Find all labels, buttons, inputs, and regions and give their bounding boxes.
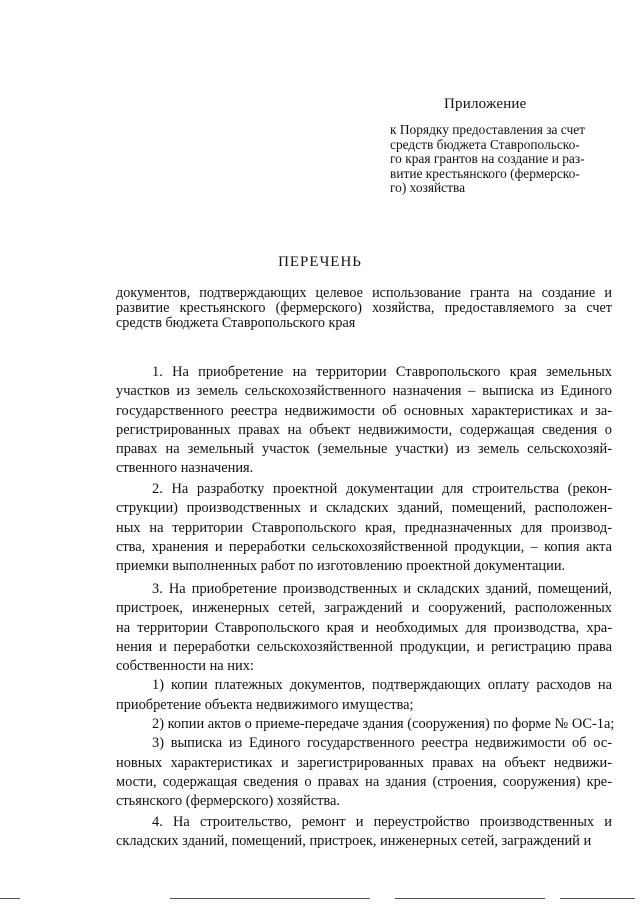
footer-rule xyxy=(560,898,635,899)
subtitle-line: развитие крестьянского (фермерского) хозяйства, предоставляемого за счет xyxy=(116,300,612,316)
paragraph-line: 3. На приобретение производственных и складских зданий, помещений, xyxy=(152,581,612,597)
subitem-line: 2) копии актов о приеме-передаче здания (сооружения) по форме № ОС-1а; xyxy=(152,716,615,733)
document-heading: ПЕРЕЧЕНЬ xyxy=(278,254,362,270)
subitem-line: стьянского (фермерского) хозяйства. xyxy=(116,793,340,810)
paragraph-line: участков из земель сельскохозяйственного назначения – выписка из Единого xyxy=(116,383,612,400)
list-item-2 xyxy=(116,480,612,576)
appendix-line: средств бюджета Ставропольско- xyxy=(390,136,580,152)
paragraph-line: складских зданий, помещений, пристроек, инженерных сетей, заграждений и xyxy=(116,833,592,850)
paragraph-line: регистрированных правах на объект недвижимости, содержащая сведения о xyxy=(116,421,612,438)
paragraph-line: собственности на них: xyxy=(116,658,254,675)
paragraph-line: 4. На строительство, ремонт и переустройство производственных и xyxy=(152,814,612,830)
paragraph-line: пристроек, инженерных сетей, заграждений и сооружений, расположенных xyxy=(116,600,612,617)
paragraph-line: 1. На приобретение на территории Ставропольского края земельных xyxy=(152,364,612,380)
paragraph-line: струкции) производственных и складских зданий, помещений, расположен- xyxy=(116,500,612,517)
paragraph-line: ства, хранения и переработки сельскохозяйственной продукции, – копия акта xyxy=(116,538,612,555)
subtitle-line: средств бюджета Ставропольского края xyxy=(116,315,356,331)
appendix-line: витие крестьянского (фермерско- xyxy=(390,165,580,181)
paragraph-line: ных на территории Ставропольского края, предназначенных для производ- xyxy=(116,519,612,536)
footer-rule xyxy=(170,898,370,899)
footer-rule xyxy=(395,898,545,899)
subitem-line: 3) выписка из Единого государственного реестра недвижимости об ос- xyxy=(152,735,612,752)
appendix-line: го) хозяйства xyxy=(390,180,466,195)
list-item-4 xyxy=(116,813,612,852)
paragraph-line: 2. На разработку проектной документации для строительства (рекон- xyxy=(152,481,612,497)
paragraph-line: государственного реестра недвижимости об основных характеристиках и за- xyxy=(116,402,612,419)
appendix-line: к Порядку предоставления за счет xyxy=(390,122,586,137)
subitem-line: 1) копии платежных документов, подтверждающих оплату расходов на xyxy=(152,677,612,694)
paragraph-line: на территории Ставропольского края и необходимых для производства, хра- xyxy=(116,619,612,636)
list-item-3 xyxy=(116,580,615,812)
paragraph-line: нения и переработки сельскохозяйственной продукции, и регистрацию права xyxy=(116,638,612,655)
appendix-reference xyxy=(390,123,614,196)
list-item-1 xyxy=(116,363,612,479)
document-subtitle xyxy=(116,286,612,331)
paragraph-line: правах на земельный участок (земельные участки) из земель сельскохозяй- xyxy=(116,441,612,458)
footer-rule xyxy=(0,898,20,899)
paragraph-line: ственного назначения. xyxy=(116,460,254,477)
subitem-line: новных характеристиках и зарегистрированных правах на объект недвижи- xyxy=(116,754,612,771)
paragraph-line: приемки выполненных работ по изготовлению проектной документации. xyxy=(116,558,566,575)
subtitle-line: документов, подтверждающих целевое использование гранта на создание и xyxy=(116,285,612,301)
subitem-line: приобретение объекта недвижимого имущества; xyxy=(116,696,414,713)
subitem-line: мости, содержащая сведения о правах на здания (строения, сооружения) кре- xyxy=(116,773,612,790)
appendix-line: го края грантов на создание и раз- xyxy=(390,151,585,166)
appendix-title: Приложение xyxy=(444,96,527,112)
